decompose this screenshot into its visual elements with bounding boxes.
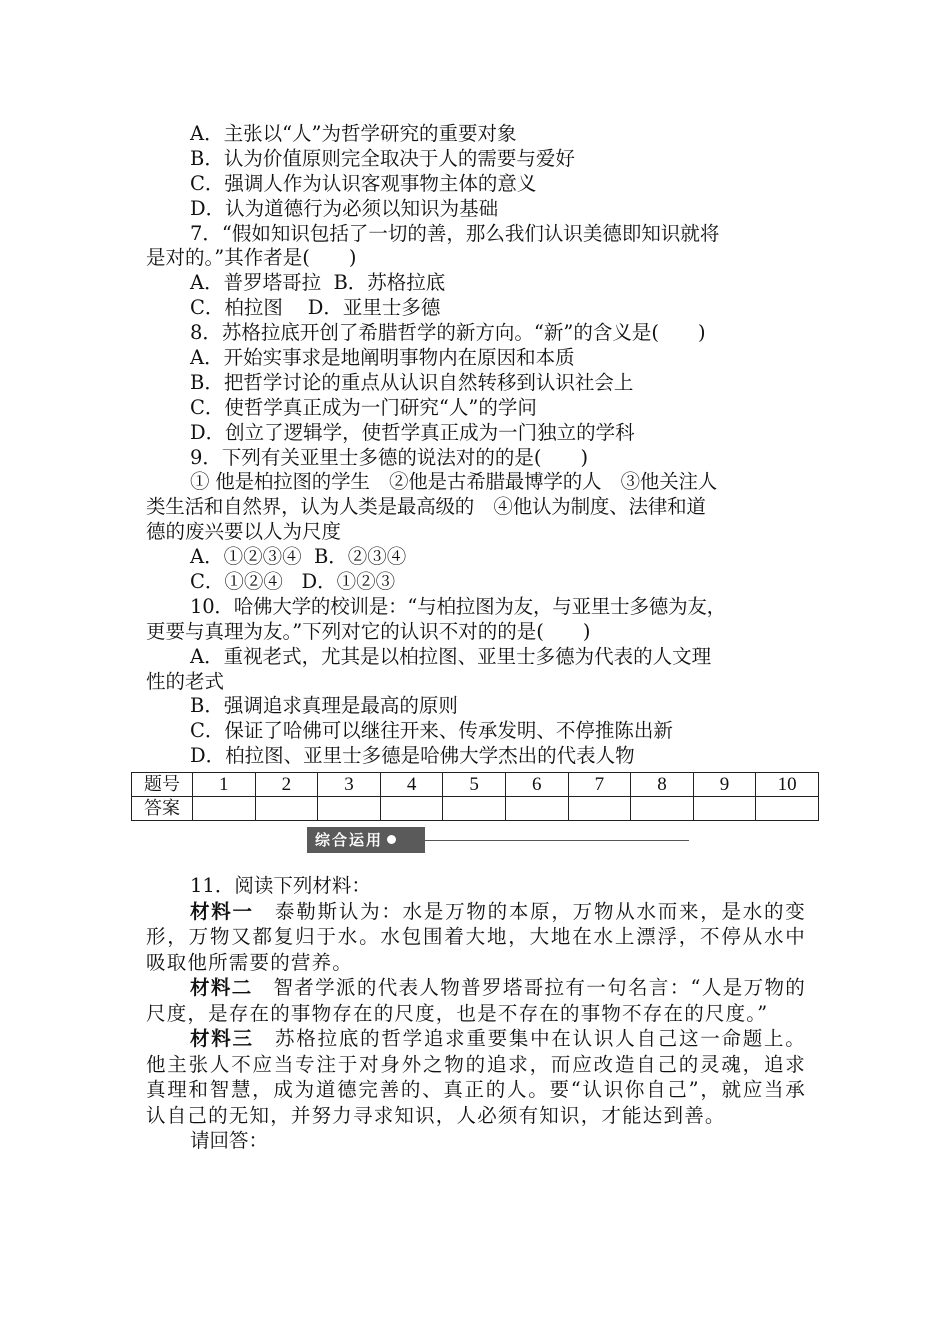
questions-block bbox=[146, 122, 820, 769]
question-number: 1 bbox=[193, 773, 256, 797]
q9-options-cd: C．①②④ D．①②③ bbox=[190, 570, 396, 594]
answer-cell[interactable] bbox=[568, 797, 631, 821]
question-number: 2 bbox=[255, 773, 318, 797]
q6-option-c: C．强调人作为认识客观事物主体的意义 bbox=[190, 171, 537, 195]
q7-options-cd: C．柏拉图 D．亚里士多德 bbox=[190, 296, 441, 320]
q8-option-b: B．把哲学讨论的重点从认识自然转移到认识社会上 bbox=[190, 370, 634, 394]
q10-option-a-line1: A．重视老式，尤其是以柏拉图、亚里士多德为代表的人文理 bbox=[190, 644, 712, 668]
q8-stem: 8．苏格拉底开创了希腊哲学的新方向。“新”的含义是( ) bbox=[190, 321, 706, 345]
answer-cell[interactable] bbox=[193, 797, 256, 821]
question-number: 4 bbox=[380, 773, 443, 797]
material-1 bbox=[146, 899, 806, 976]
q9-statements-line3: 德的废兴要以人为尺度 bbox=[146, 520, 342, 544]
q7-stem-line1: 7．“假如知识包括了一切的善，那么我们认识美德即知识就将 bbox=[190, 221, 720, 245]
q6-option-d: D．认为道德行为必须以知识为基础 bbox=[190, 196, 499, 220]
q10-option-b: B．强调追求真理是最高的原则 bbox=[190, 694, 458, 718]
number-row-label: 题号 bbox=[132, 773, 193, 797]
q10-option-d: D．柏拉图、亚里士多德是哈佛大学杰出的代表人物 bbox=[190, 744, 635, 768]
answer-cell[interactable] bbox=[318, 797, 381, 821]
material-1-label: 材料一 bbox=[190, 899, 254, 923]
material-3-text: 苏格拉底的哲学追求重要集中在认识人自己这一命题上。他主张人不应当专注于对身外之物的追求，而应改造自己的灵魂，追求真理和智慧，成为道德完善的、真正的人。要“认识你自己”，就应当承认自己的无知，并努力寻求知识，人必须有知识，才能达到善。 bbox=[146, 1027, 806, 1127]
q9-stem: 9．下列有关亚里士多德的说法对的的是( ) bbox=[190, 445, 589, 469]
answer-table-number-row bbox=[132, 773, 819, 797]
q11-block bbox=[146, 873, 806, 1154]
q9-statements-line2: 类生活和自然界，认为人类是最高级的 ④他认为制度、法律和道 bbox=[146, 495, 706, 519]
question-number: 7 bbox=[568, 773, 631, 797]
section-title: 综合运用 bbox=[315, 831, 384, 849]
q10-stem-line1: 10．哈佛大学的校训是：“与柏拉图为友，与亚里士多德为友， bbox=[190, 594, 726, 618]
answer-cell[interactable] bbox=[693, 797, 756, 821]
answer-cell[interactable] bbox=[631, 797, 694, 821]
q8-option-c: C．使哲学真正成为一门研究“人”的学问 bbox=[190, 395, 537, 419]
question-number: 5 bbox=[443, 773, 506, 797]
q11-stem: 11．阅读下列材料： bbox=[190, 874, 371, 897]
q9-options-ab: A．①②③④ B．②③④ bbox=[190, 545, 407, 569]
q6-option-b: B．认为价值原则完全取决于人的需要与爱好 bbox=[190, 146, 575, 170]
question-number: 8 bbox=[631, 773, 694, 797]
q6-option-a: A．主张以“人”为哲学研究的重要对象 bbox=[190, 122, 517, 145]
q8-option-d: D．创立了逻辑学，使哲学真正成为一门独立的学科 bbox=[190, 420, 635, 444]
answer-cell[interactable] bbox=[756, 797, 819, 821]
answer-cell[interactable] bbox=[505, 797, 568, 821]
q10-option-a-line2: 性的老式 bbox=[146, 669, 225, 693]
material-3-label: 材料三 bbox=[190, 1027, 254, 1050]
q7-stem-line2: 是对的。”其作者是( ) bbox=[146, 246, 357, 270]
answer-cell[interactable] bbox=[380, 797, 443, 821]
material-2 bbox=[146, 975, 806, 1026]
question-number: 3 bbox=[318, 773, 381, 797]
q8-option-a: A．开始实事求是地阐明事物内在原因和本质 bbox=[190, 346, 575, 370]
section-rule bbox=[425, 840, 689, 841]
material-2-text: 智者学派的代表人物普罗塔哥拉有一句名言：“人是万物的尺度，是存在的事物存在的尺度，也是不存在的事物不存在的尺度。” bbox=[146, 976, 806, 1025]
bullet-dot-icon bbox=[387, 835, 396, 844]
question-number: 10 bbox=[756, 773, 819, 797]
material-1-text: 泰勒斯认为：水是万物的本原，万物从水而来，是水的变形，万物又都复归于水。水包围着大地，大地在水上漂浮，不停从水中吸取他所需要的营养。 bbox=[146, 899, 806, 974]
q10-stem-line2: 更要与真理为友。”下列对它的认识不对的的是( ) bbox=[146, 619, 591, 643]
answer-row-label: 答案 bbox=[132, 797, 193, 821]
section-tag bbox=[307, 827, 425, 853]
question-number: 6 bbox=[505, 773, 568, 797]
answer-table-answer-row bbox=[132, 797, 819, 821]
answer-cell[interactable] bbox=[255, 797, 318, 821]
material-2-label: 材料二 bbox=[190, 976, 253, 999]
q9-statements-line1: ① 他是柏拉图的学生 ②他是古希腊最博学的人 ③他关注人 bbox=[190, 470, 718, 494]
answer-table bbox=[131, 772, 819, 821]
section-header bbox=[307, 827, 689, 853]
q10-option-c: C．保证了哈佛可以继往开来、传承发明、不停推陈出新 bbox=[190, 719, 673, 743]
q11-prompt: 请回答： bbox=[190, 1129, 269, 1152]
answer-cell[interactable] bbox=[443, 797, 506, 821]
material-3 bbox=[146, 1026, 806, 1128]
q7-options-ab: A．普罗塔哥拉 B．苏格拉底 bbox=[190, 271, 446, 295]
question-number: 9 bbox=[693, 773, 756, 797]
